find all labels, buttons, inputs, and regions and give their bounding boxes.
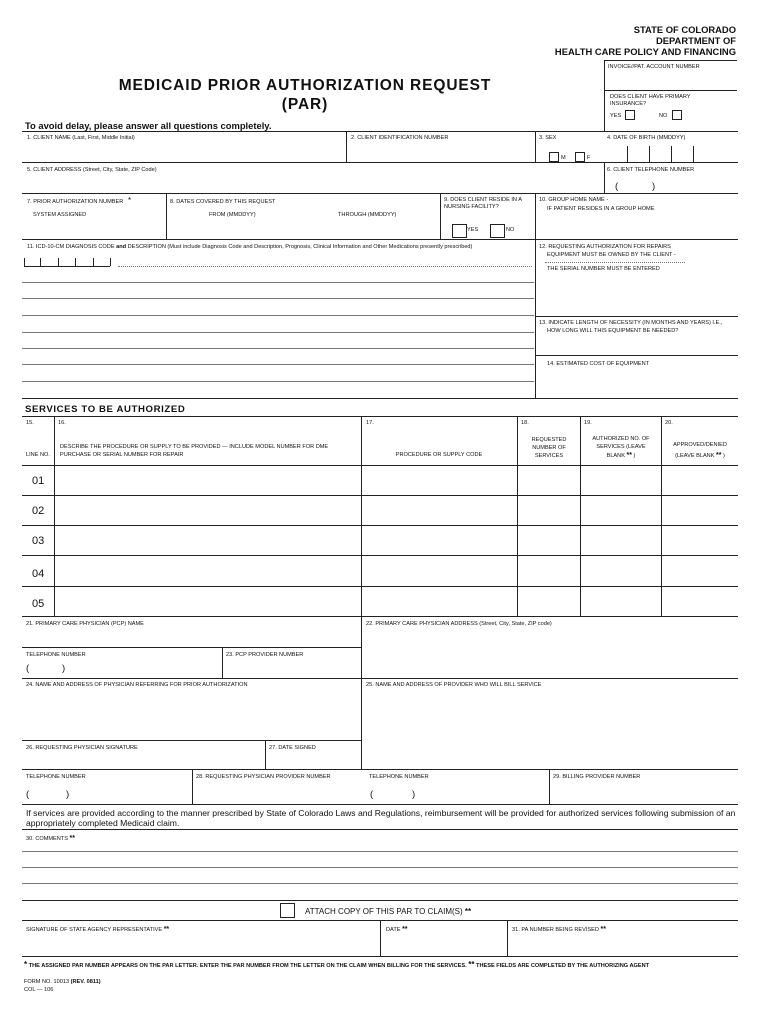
agency-line-1: STATE OF COLORADO (633, 24, 736, 35)
pcp-telephone-label: TELEPHONE NUMBER (26, 652, 86, 658)
sex-m-checkbox[interactable] (549, 152, 559, 162)
form-number: FORM NO. 10013 (REV. 0811) (24, 979, 101, 985)
sex-label: 3. SEX (539, 135, 557, 141)
diagnosis-label: 11. ICD-10-CM DIAGNOSIS CODE and DESCRIPTION (Must include Diagnosis Code and Description, Prognosis, Clinical Information and Other Medications presently prescribed) (27, 244, 473, 250)
agency-line-2: DEPARTMENT OF (655, 35, 736, 46)
dob-label: 4. DATE OF BIRTH (MMDDYY) (607, 135, 686, 141)
requested-header-1: REQUESTED (531, 437, 567, 443)
authorized-header-2: SERVICES (LEAVE (596, 444, 646, 450)
service-line-04: 04 (32, 568, 45, 580)
nursing-facility-label: 9. DOES CLIENT RESIDE IN A NURSING FACILITY? (444, 197, 522, 210)
form-title: MEDICAID PRIOR AUTHORIZATION REQUEST (118, 77, 492, 94)
col-20-label: 20. (665, 420, 673, 426)
col-18-label: 18. (521, 420, 529, 426)
approved-header-1: APPROVED/DENIED (673, 442, 727, 448)
ref-provider-number-label: 28. REQUESTING PHYSICIAN PROVIDER NUMBER (196, 774, 331, 780)
nursing-yes-label: YES (467, 227, 479, 233)
service-line-01: 01 (32, 475, 45, 487)
nursing-no-label: NO (506, 227, 515, 233)
client-address-label: 5. CLIENT ADDRESS (Street, City, State, ZIP Code) (27, 167, 157, 173)
repairs-label-1: 12. REQUESTING AUTHORIZATION FOR REPAIRS (539, 244, 671, 250)
col-17-label: 17. (366, 420, 374, 426)
requested-header-3: SERVICES (534, 453, 564, 459)
services-heading: SERVICES TO BE AUTHORIZED (25, 404, 186, 415)
ref-phone-open-paren: ( (26, 789, 30, 800)
nursing-yes-checkbox[interactable] (452, 224, 467, 238)
client-phone-open-paren: ( (615, 181, 619, 192)
par-number-footnote: * THE ASSIGNED PAR NUMBER APPEARS ON THE PAR LETTER. ENTER THE PAR NUMBER FROM THE LETTER ON THE CLAIM WHEN BILLING FOR THE SERVICES. ** THESE FIELDS ARE COMPLETED BY THE AUTHORIZING AGENT (24, 960, 650, 969)
procedure-code-header: PROCEDURE OR SUPPLY CODE (395, 452, 483, 458)
dates-from-label: FROM (MMDDYY) (209, 212, 256, 218)
pcp-provider-number-label: 23. PCP PROVIDER NUMBER (226, 652, 304, 658)
describe-header-2: PURCHASE OR SERIAL NUMBER FOR REPAIR (60, 452, 184, 458)
approved-header-2: (LEAVE BLANK ** ) (675, 452, 725, 459)
line-no-header: LINE NO. (26, 452, 50, 458)
system-assigned-label: SYSTEM ASSIGNED (33, 212, 87, 218)
client-phone-label: 6. CLIENT TELEPHONE NUMBER (607, 167, 695, 173)
reimbursement-statement-1: If services are provided according to the manner prescribed by State of Colorado Laws and Regulations, reimbursement will be provided for authorized services following submission of an (26, 808, 736, 818)
pcp-phone-open-paren: ( (26, 663, 30, 674)
authorized-header-3: BLANK ** ) (606, 452, 636, 459)
sex-m-label: M (561, 155, 566, 161)
col-16-label: 16. (58, 420, 66, 426)
invoice-label: INVOICE//PAT. ACCOUNT NUMBER (608, 64, 700, 70)
billing-provider-name-label: 25. NAME AND ADDRESS OF PROVIDER WHO WILL BILL SERVICE (366, 682, 542, 688)
describe-header-1: DESCRIBE THE PROCEDURE OR SUPPLY TO BE PROVIDED — INCLUDE MODEL NUMBER FOR DME (60, 444, 329, 450)
sex-f-checkbox[interactable] (575, 152, 585, 162)
insurance-no-checkbox[interactable] (672, 110, 682, 120)
col-15-label: 15. (26, 420, 34, 426)
necessity-label-2: HOW LONG WILL THIS EQUIPMENT BE NEEDED? (547, 328, 679, 334)
group-home-sub-label: IF PATIENT RESIDES IN A GROUP HOME (547, 206, 655, 212)
referring-physician-label: 24. NAME AND ADDRESS OF PHYSICIAN REFERRING FOR PRIOR AUTHORIZATION (26, 682, 248, 688)
form-col: COL — 106 (24, 987, 54, 993)
insurance-yes-checkbox[interactable] (625, 110, 635, 120)
requested-header-2: NUMBER OF (532, 445, 566, 451)
insurance-no-label: NO (659, 113, 668, 119)
group-home-label: 10. GROUP HOME NAME - (539, 197, 609, 203)
insurance-yes-label: YES (610, 113, 622, 119)
billing-telephone-label: TELEPHONE NUMBER (369, 774, 429, 780)
client-id-label: 2. CLIENT IDENTIFICATION NUMBER (351, 135, 449, 141)
repairs-label-3: THE SERIAL NUMBER MUST BE ENTERED (547, 266, 660, 272)
ref-phone-close-paren: ) (66, 789, 70, 800)
dates-covered-label: 8. DATES COVERED BY THIS REQUEST (170, 199, 276, 205)
pcp-name-label: 21. PRIMARY CARE PHYSICIAN (PCP) NAME (26, 621, 144, 627)
physician-signature-label: 26. REQUESTING PHYSICIAN SIGNATURE (26, 745, 138, 751)
service-line-02: 02 (32, 505, 45, 517)
service-line-03: 03 (32, 535, 45, 547)
date-signed-label: 27. DATE SIGNED (269, 745, 316, 751)
instruction-text: To avoid delay, please answer all questions completely. (25, 120, 272, 131)
insurance-question: DOES CLIENT HAVE PRIMARY INSURANCE? (610, 94, 691, 107)
client-name-label: 1. CLIENT NAME (Last, First, Middle Initial) (27, 135, 135, 141)
dates-through-label: THROUGH (MMDDYY) (338, 212, 397, 218)
comments-label: 30. COMMENTS ** (26, 835, 75, 842)
prior-auth-asterisk: * (128, 196, 132, 205)
estimated-cost-label: 14. ESTIMATED COST OF EQUIPMENT (547, 361, 650, 367)
pcp-phone-close-paren: ) (62, 663, 66, 674)
ref-telephone-label: TELEPHONE NUMBER (26, 774, 86, 780)
sex-f-label: F (587, 155, 591, 161)
billing-phone-open-paren: ( (370, 789, 374, 800)
nursing-no-checkbox[interactable] (490, 224, 505, 238)
pcp-address-label: 22. PRIMARY CARE PHYSICIAN ADDRESS (Street, City, State, ZIP code) (366, 621, 552, 627)
agency-line-3: HEALTH CARE POLICY AND FINANCING (554, 46, 736, 57)
pa-number-revised-label: 31. PA NUMBER BEING REVISED ** (512, 926, 606, 933)
billing-phone-close-paren: ) (412, 789, 416, 800)
authorized-header-1: AUTHORIZED NO. OF (592, 436, 650, 442)
col-19-label: 19. (584, 420, 592, 426)
state-date-label: DATE ** (386, 926, 408, 933)
repairs-label-2: EQUIPMENT MUST BE OWNED BY THE CLIENT - (547, 252, 676, 258)
prior-auth-label: 7. PRIOR AUTHORIZATION NUMBER (27, 199, 124, 205)
necessity-label-1: 13. INDICATE LENGTH OF NECESSITY (IN MONTHS AND YEARS) I.E., (539, 320, 723, 326)
service-line-05: 05 (32, 598, 45, 610)
state-agency-signature-label: SIGNATURE OF STATE AGENCY REPRESENTATIVE ** (26, 926, 170, 933)
client-phone-close-paren: ) (652, 181, 656, 192)
form-title-par: (PAR) (281, 96, 329, 113)
attach-copy-label: ATTACH COPY OF THIS PAR TO CLAIM(S) ** (305, 907, 472, 916)
reimbursement-statement-2: appropriately completed Medicaid claim. (26, 818, 180, 828)
attach-copy-checkbox[interactable] (280, 903, 295, 918)
billing-provider-number-label: 29. BILLING PROVIDER NUMBER (553, 774, 641, 780)
